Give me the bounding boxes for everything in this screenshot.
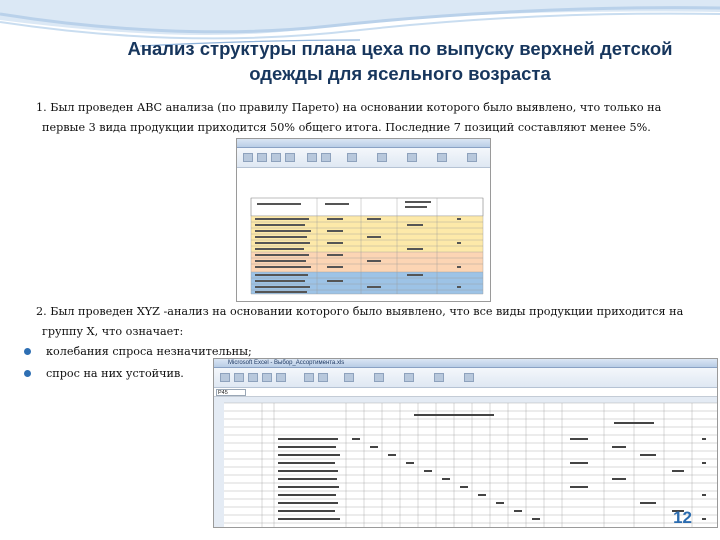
paragraph-xyz-line-2: группу Х, что означает: (42, 325, 184, 338)
window-title: Microsoft Excel - Выбор_Ассортимента.xls (228, 360, 345, 366)
toolbar-ribbon (214, 368, 717, 388)
xyz-analysis-spreadsheet-image (213, 358, 718, 528)
paragraph-xyz-line-1: 2. Был проведен XYZ -анализ на основании которого было выявлено, что все виды продукции приходится на (36, 305, 684, 318)
slide-title: Анализ структуры плана цеха по выпуску верхней детской одежды для ясельного возраста (127, 38, 673, 84)
bullet-item-text: спрос на них устойчив. (46, 367, 184, 380)
formula-bar[interactable] (214, 388, 717, 397)
paragraph-abc-line-1: 1. Был проведен АВС анализа (по правилу Парето) на основании которого было выявлено, что только на (36, 101, 662, 114)
name-box[interactable]: P45 (216, 389, 246, 396)
page-number: 12 (673, 508, 692, 527)
paragraph-abc-line-2: первые 3 вида продукции приходится 50% общего итога. Последние 7 позиций составляют менее 5%. (42, 121, 651, 134)
window-titlebar (214, 359, 717, 368)
bullet-dot-icon (24, 370, 31, 377)
toolbar-ribbon (237, 148, 490, 168)
paragraph-xyz (36, 302, 696, 342)
abc-table-grid (237, 176, 491, 301)
paragraph-abc (36, 98, 696, 138)
abc-analysis-spreadsheet-image (236, 138, 491, 302)
window-titlebar (237, 139, 490, 148)
xyz-table-grid (214, 397, 718, 527)
bullet-dot-icon (24, 348, 31, 355)
bullet-item-text: колебания спроса незначительны; (46, 345, 252, 358)
